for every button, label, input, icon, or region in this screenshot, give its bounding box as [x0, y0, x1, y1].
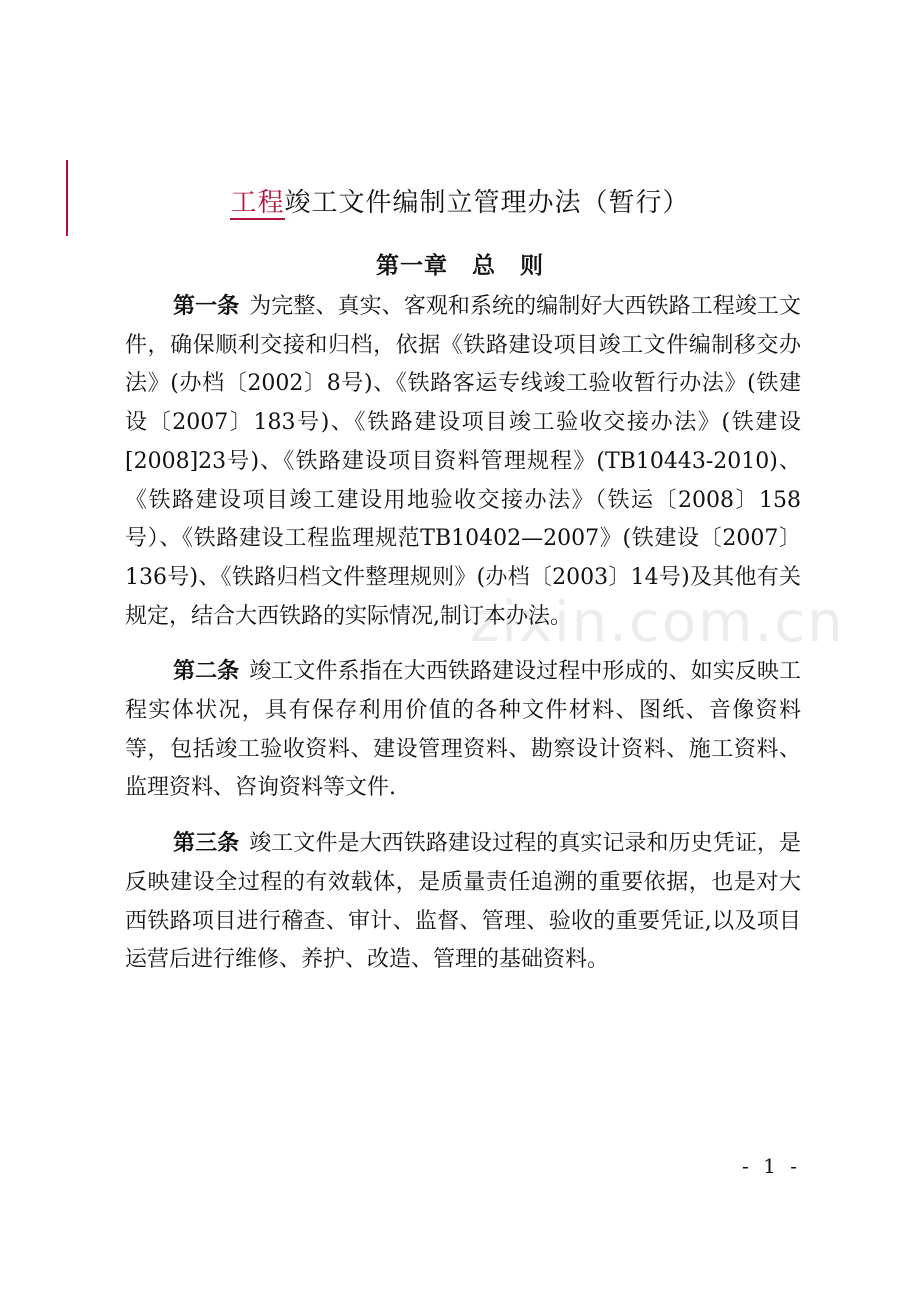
title-highlight: 工程 — [230, 188, 285, 218]
article-heading: 第三条 — [173, 831, 240, 857]
document-title — [0, 182, 920, 219]
article-3 — [125, 825, 801, 980]
article-text: 竣工文件是大西铁路建设过程的真实记录和历史凭证，是反映建设全过程的有效载体，是质量责任追溯的重要依据，也是对大西铁路项目进行稽查、审计、监督、管理、验收的重要凭证,以及项目运营后进行维修、养护、改造、管理的基础资料。 — [125, 831, 801, 973]
article-text: 竣工文件系指在大西铁路建设过程中形成的、如实反映工程实体状况，具有保存利用价值的各种文件材料、图纸、音像资料等，包括竣工验收资料、建设管理资料、勘察设计资料、施工资料、监理资料、咨询资料等文件. — [125, 659, 801, 801]
article-text: 为完整、真实、客观和系统的编制好大西铁路工程竣工文件，确保顺利交接和归档，依据《铁路建设项目竣工文件编制移交办法》(办档〔2002〕8号)、《铁路客运专线竣工验收暂行办法》(铁建设〔2007〕183号)、《铁路建设项目竣工验收交接办法》(铁建设[2008]23号)、《铁路建设项目资料管理规程》(TB10443-2010)、《铁路建设项目竣工建设用地验收交接办法》（铁运〔2008〕158号）、《铁路建设工程监理规范TB10402—2007》(铁建设〔2007〕136号)、《铁路归档文件整理规则》(办档〔2003〕14号)及其他有关规定，结合大西铁路的实际情况,制订本办法。 — [125, 294, 801, 629]
title-text: 竣工文件编制立管理办法（暂行） — [284, 188, 690, 218]
article-heading: 第二条 — [173, 659, 240, 685]
watermark: zixin.com.cn — [470, 590, 845, 655]
article-1 — [125, 288, 801, 636]
article-2 — [125, 653, 801, 808]
article-heading: 第一条 — [173, 294, 240, 319]
chapter-heading: 第一章 总 则 — [376, 253, 544, 279]
page-number: - 1 - — [742, 1154, 801, 1178]
